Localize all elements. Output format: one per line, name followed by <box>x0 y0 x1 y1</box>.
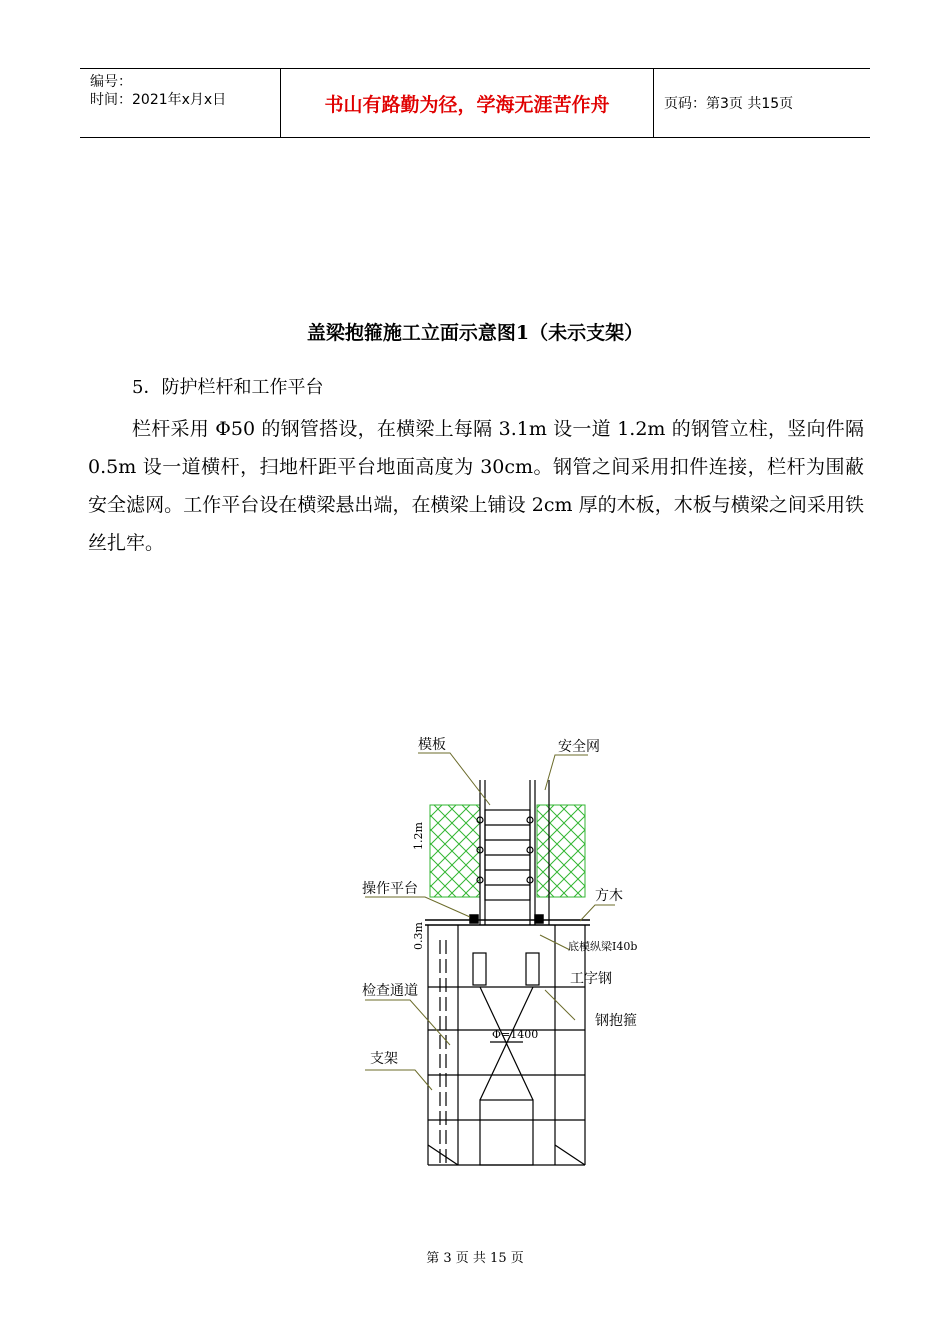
label-platform: 操作平台 <box>362 881 418 897</box>
document-number-label: 编号： <box>90 74 132 90</box>
safety-net <box>430 805 585 897</box>
label-formwork: 模板 <box>418 737 446 753</box>
label-i-steel: 工字钢 <box>570 971 612 987</box>
document-time-label: 时间：2021年x月x日 <box>90 92 227 108</box>
construction-diagram <box>340 725 640 1175</box>
section-heading: 5．防护栏杆和工作平台 <box>132 377 324 398</box>
header-info-cell <box>80 69 281 137</box>
label-support: 支架 <box>370 1051 398 1067</box>
label-dim-gap: 0.3m <box>412 922 425 950</box>
label-hoop: 钢抱箍 <box>595 1013 637 1029</box>
label-timber: 方木 <box>595 888 623 904</box>
leader-lines <box>365 753 615 1090</box>
page-footer: 第 3 页 共 15 页 <box>426 1251 524 1266</box>
header-table <box>80 68 870 138</box>
label-diameter: Φ=1400 <box>492 1028 539 1041</box>
body-paragraph: 栏杆采用 Φ50 的钢管搭设，在横梁上每隔 3.1m 设一道 1.2m 的钢管立柱，竖向件隔 0.5m 设一道横杆，扫地杆距平台地面高度为 30cm。钢管之间采用扣件连接，栏杆为围蔽安全滤网。工作平台设在横梁悬出端，在横梁上铺设 2cm 厚的木板，木板与横梁之间采用铁丝扎牢。 <box>88 418 864 554</box>
label-dim-height: 1.2m <box>412 822 425 850</box>
label-safety-net: 安全网 <box>558 739 600 755</box>
platform <box>425 915 590 925</box>
label-passage: 检查通道 <box>362 983 418 999</box>
header-page-info: 页码：第3页 共15页 <box>664 96 794 112</box>
figure-title: 盖梁抱箍施工立面示意图1（未示支架） <box>306 322 644 344</box>
support-frame <box>428 925 585 1165</box>
header-motto: 书山有路勤为径，学海无涯苦作舟 <box>281 69 654 137</box>
pier-column <box>473 953 539 1165</box>
label-beam: 底模纵梁I40b <box>568 940 638 953</box>
